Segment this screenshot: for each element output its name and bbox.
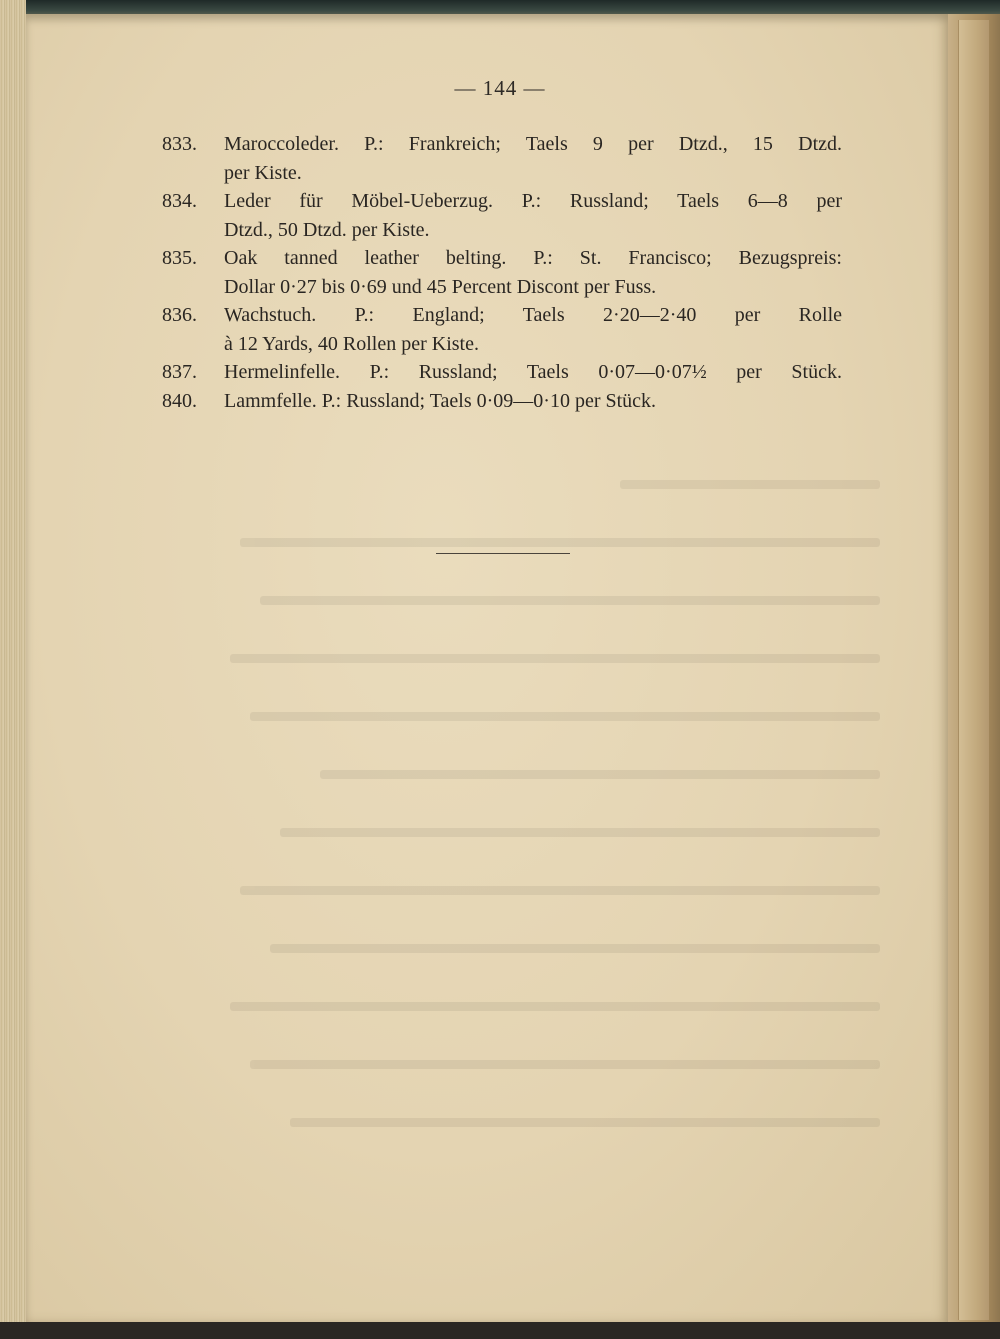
entry-number: 835. (162, 247, 197, 269)
entry-line: Hermelinfelle. P.: Russland; Taels 0·07—0·07½ per Stück. (224, 361, 842, 383)
entry-line: Leder für Möbel-Ueberzug. P.: Russland; Taels 6—8 per (224, 190, 842, 212)
entry-line: à 12 Yards, 40 Rollen per Kiste. (224, 332, 479, 355)
section-divider (436, 553, 570, 554)
entry-number: 836. (162, 304, 197, 326)
entry-line: Maroccoleder. P.: Frankreich; Taels 9 per Dtzd., 15 Dtzd. (224, 133, 842, 155)
entry-line: per Kiste. (224, 161, 302, 184)
entry-line: Lammfelle. P.: Russland; Taels 0·09—0·10 per Stück. (224, 389, 657, 412)
entry-line: Wachstuch. P.: England; Taels 2·20—2·40 per Rolle (224, 304, 842, 326)
entry-text (224, 301, 842, 358)
entry-number: 840. (162, 389, 197, 412)
entry-836 (162, 301, 842, 358)
page-fore-edge (958, 20, 989, 1320)
page-number: — 144 — (454, 76, 546, 100)
entry-number: 834. (162, 190, 197, 212)
entry-number: 837. (162, 361, 197, 383)
entry-834 (162, 187, 842, 244)
entry-835 (162, 244, 842, 301)
show-through-text (180, 455, 880, 1175)
entry-line: Oak tanned leather belting. P.: St. Francisco; Bezugspreis: (224, 247, 842, 269)
entry-text (224, 130, 842, 187)
entry-line: Dtzd., 50 Dtzd. per Kiste. (224, 218, 430, 241)
entry-line: Dollar 0·27 bis 0·69 und 45 Percent Discont per Fuss. (224, 275, 657, 298)
entry-text (224, 187, 842, 244)
entry-list (162, 130, 842, 415)
entry-840 (162, 387, 842, 416)
book-bottom-edge (0, 1322, 1000, 1339)
entry-837 (162, 358, 842, 387)
entry-text (224, 358, 842, 387)
book-left-edge (0, 0, 26, 1339)
entry-833 (162, 130, 842, 187)
entry-text (224, 387, 842, 416)
entry-text (224, 244, 842, 301)
entry-number: 833. (162, 133, 197, 155)
